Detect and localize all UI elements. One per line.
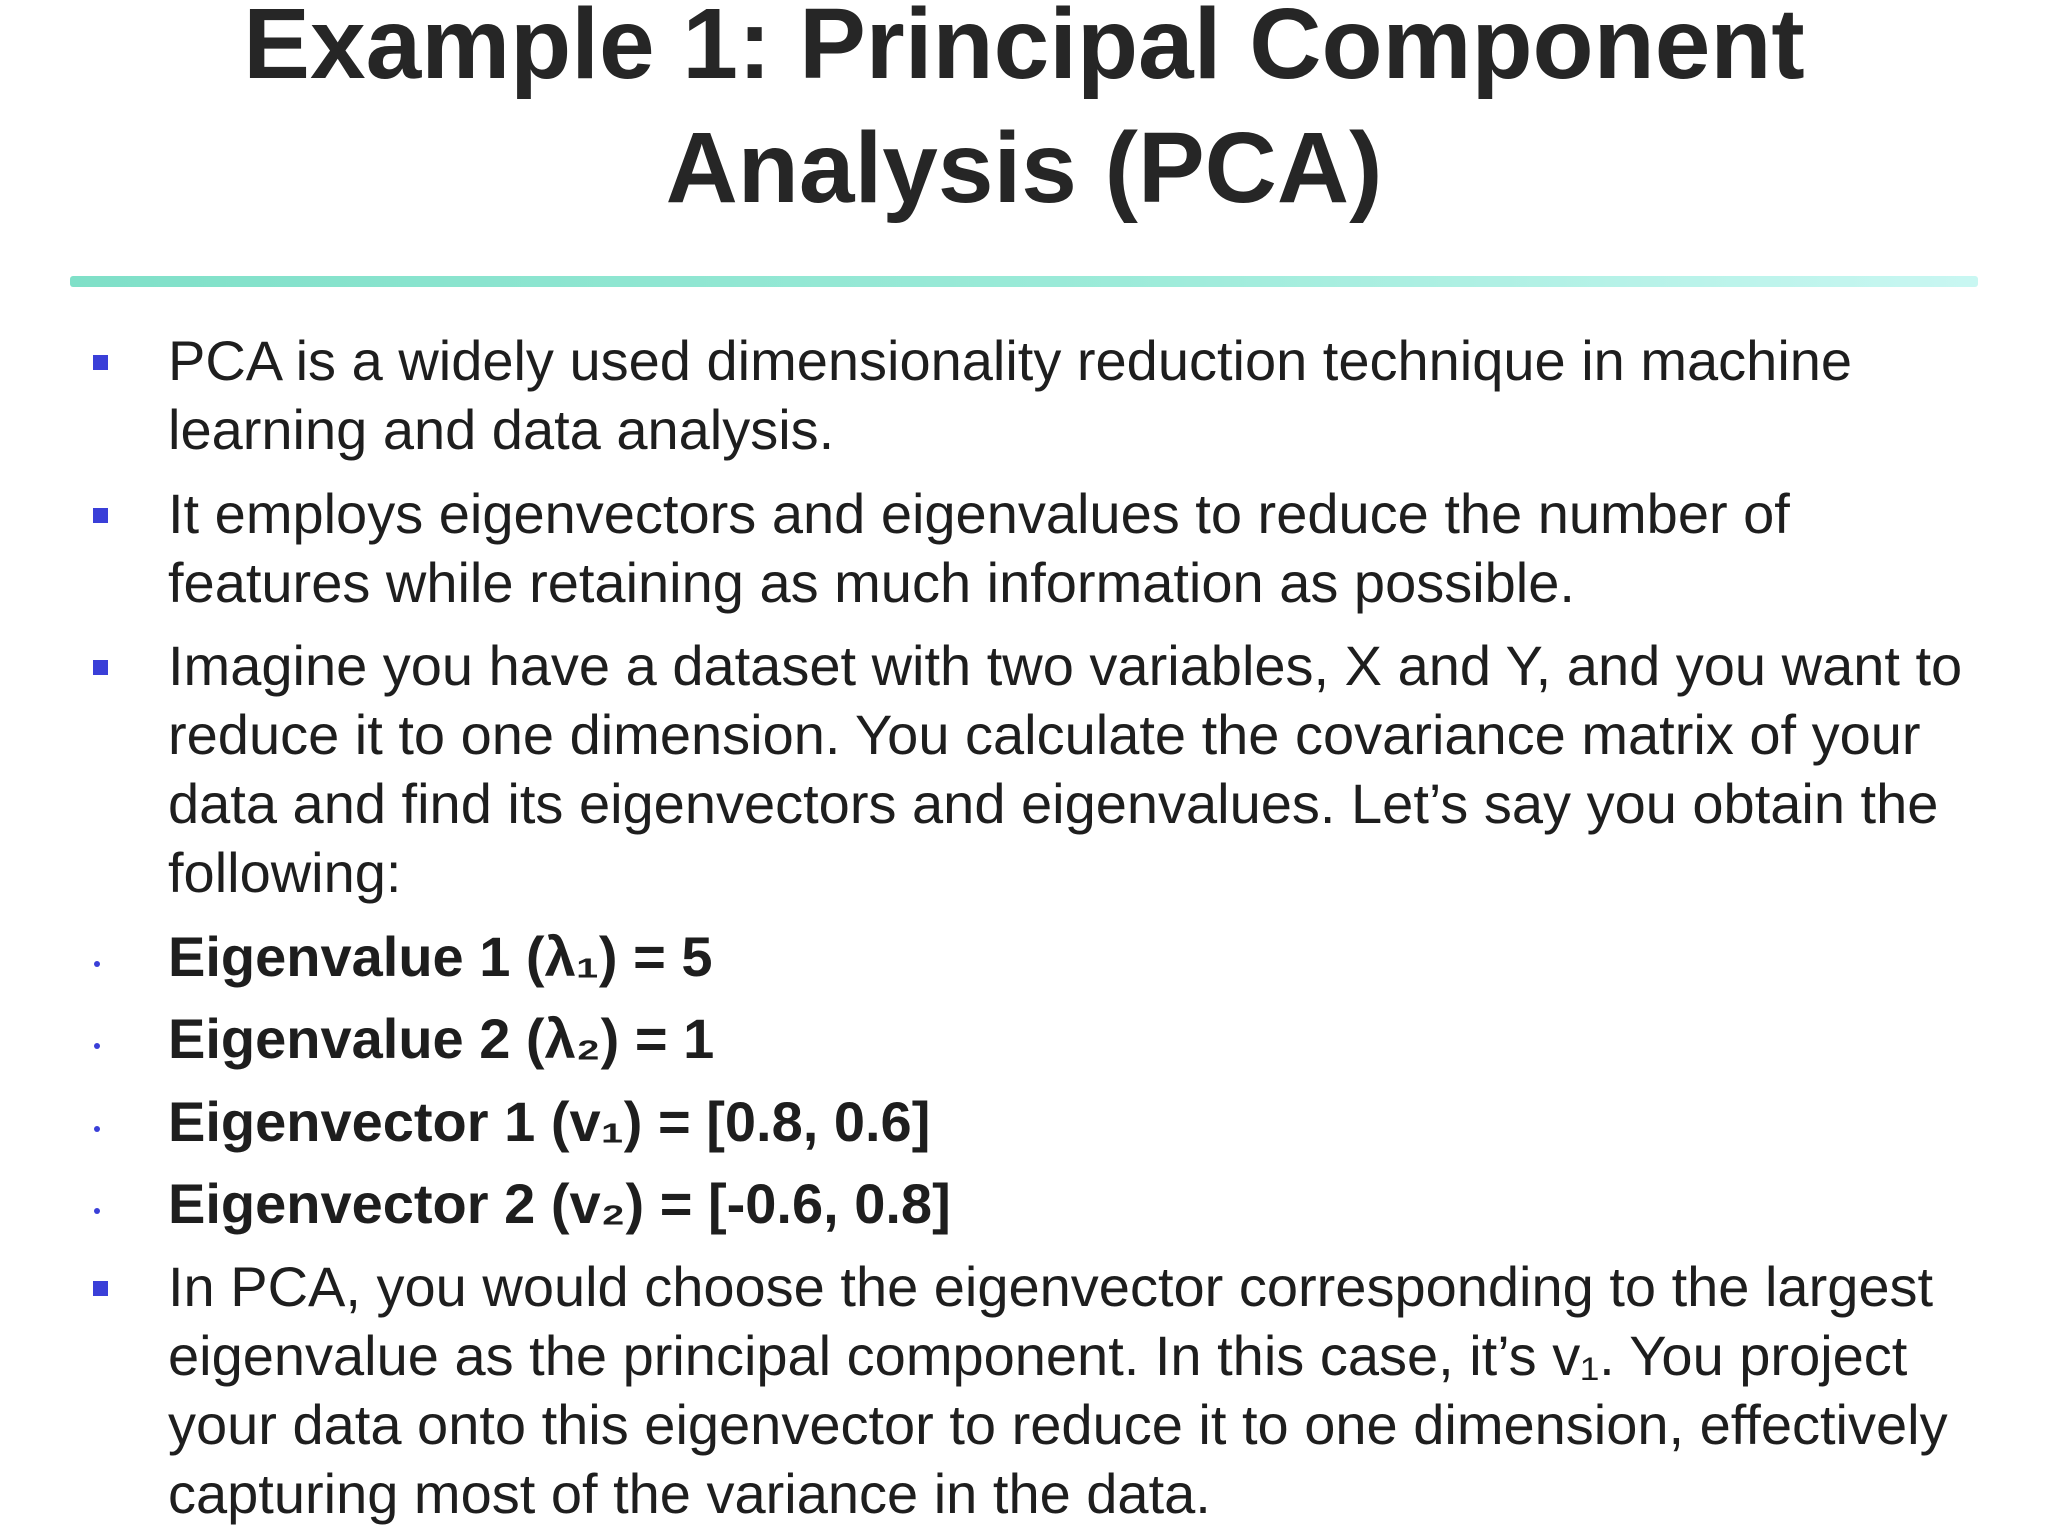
- bullet-text: Imagine you have a dataset with two variables, X and Y, and you want to reduce it to one dimension. You calculate the covariance matrix of your data and find its eigenvectors and eigenvalues. Let’s say you obtain the following:: [168, 634, 1963, 904]
- bullet-text: Eigenvalue 1 (λ₁) = 5: [168, 925, 713, 988]
- slide-title-line-1: Example 1: Principal Component: [243, 0, 1805, 100]
- sub-bullet-eigenvector-1: [168, 1087, 1968, 1156]
- square-bullet-icon: [93, 660, 108, 675]
- dot-bullet-icon: [94, 1126, 100, 1132]
- dot-bullet-icon: [94, 1208, 100, 1214]
- square-bullet-icon: [93, 508, 108, 523]
- bullet-text: Eigenvalue 2 (λ₂) = 1: [168, 1007, 715, 1070]
- slide-title-line-2: Analysis (PCA): [665, 112, 1383, 224]
- square-bullet-icon: [93, 1281, 108, 1296]
- bullet-text: PCA is a widely used dimensionality reduction technique in machine learning and data analysis.: [168, 329, 1853, 461]
- bullet-text: Eigenvector 1 (v₁) = [0.8, 0.6]: [168, 1090, 931, 1153]
- dot-bullet-icon: [94, 961, 100, 967]
- sub-bullet-eigenvector-2: [168, 1169, 1968, 1238]
- bullet-item-principal-component: [168, 1252, 1968, 1528]
- bullet-item-eigen-usage: [168, 479, 1968, 617]
- bullet-text: In PCA, you would choose the eigenvector corresponding to the largest eigenvalue as the principal component. In this case, it’s v₁. You project your data onto this eigenvector to reduce it to one dimension, effectively capturing most of the variance in the data.: [168, 1255, 1948, 1525]
- bullet-text: Eigenvector 2 (v₂) = [-0.6, 0.8]: [168, 1172, 951, 1235]
- dot-bullet-icon: [94, 1043, 100, 1049]
- bullet-item-dataset-example: [168, 631, 1968, 907]
- bullet-item-pca-definition: [168, 326, 1968, 464]
- sub-bullet-eigenvalue-2: [168, 1004, 1968, 1073]
- square-bullet-icon: [93, 355, 108, 370]
- sub-bullet-eigenvalue-1: [168, 922, 1968, 991]
- bullet-text: It employs eigenvectors and eigenvalues to reduce the number of features while retaining as much information as possible.: [168, 482, 1790, 614]
